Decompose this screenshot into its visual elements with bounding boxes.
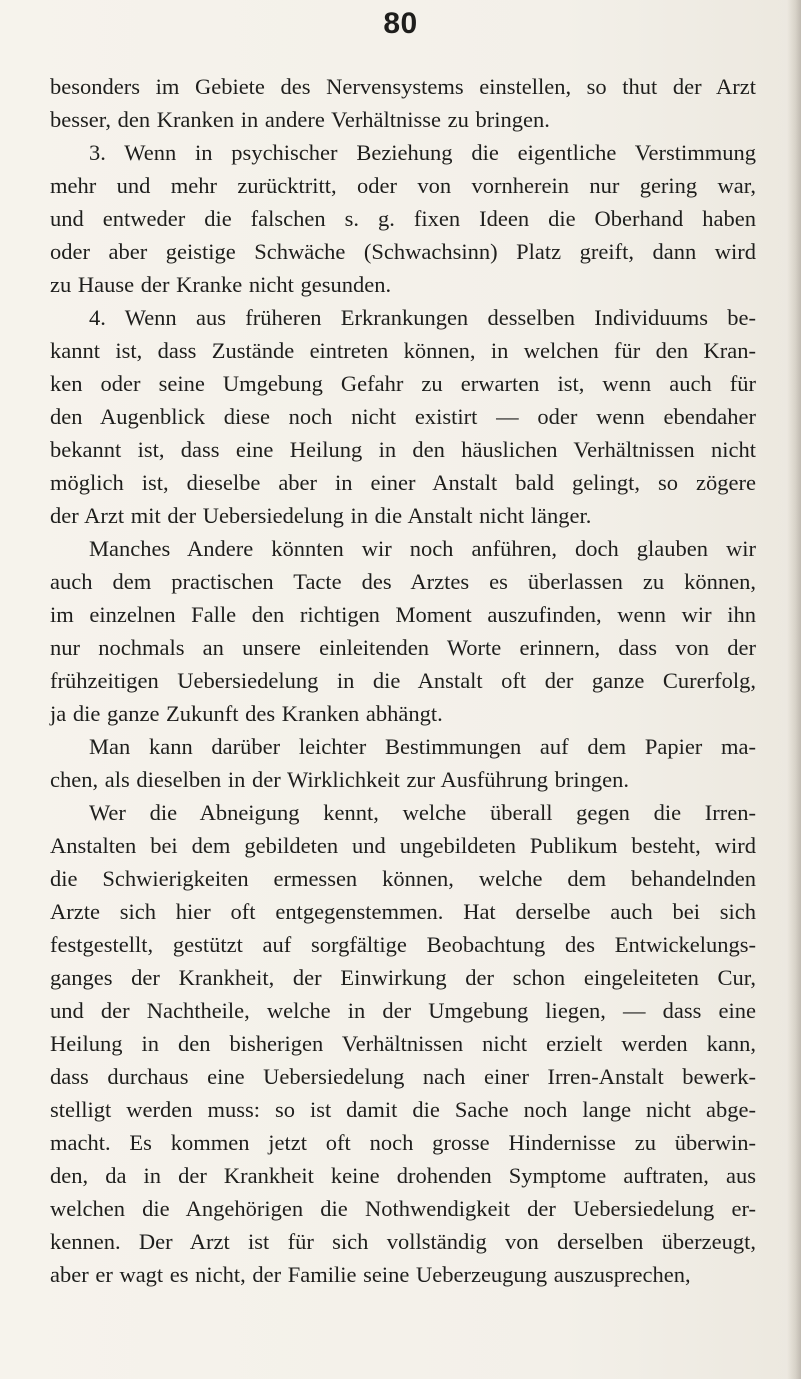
text-line: auch dem practischen Tacte des Arztes es überlassen zu können, [50, 569, 756, 594]
text-line: ganges der Krankheit, der Einwirkung der schon eingeleiteten Cur, [50, 965, 756, 990]
text-line: Anstalten bei dem gebildeten und ungebildeten Publikum besteht, wird [50, 833, 756, 858]
paragraph [50, 301, 756, 532]
text-line: mehr und mehr zurücktritt, oder von vornherein nur gering war, [50, 173, 756, 198]
body-text [50, 70, 756, 1291]
text-line: die Schwierigkeiten ermessen können, welche dem behandelnden [50, 866, 756, 891]
text-line: Manches Andere könnten wir noch anführen, doch glauben wir [89, 536, 756, 561]
text-line: welchen die Angehörigen die Nothwendigkeit der Uebersiedelung er- [50, 1196, 756, 1221]
text-line: kannt ist, dass Zustände eintreten können, in welchen für den Kran- [50, 338, 756, 363]
text-line: festgestellt, gestützt auf sorgfältige Beobachtung des Entwickelungs- [50, 932, 756, 957]
text-line: ja die ganze Zukunft des Kranken abhängt. [50, 701, 443, 726]
paragraph [50, 730, 756, 796]
text-line: 4. Wenn aus früheren Erkrankungen desselben Individuums be- [89, 305, 756, 330]
text-line: kennen. Der Arzt ist für sich vollständig von derselben überzeugt, [50, 1229, 756, 1254]
text-line: im einzelnen Falle den richtigen Moment auszufinden, wenn wir ihn [50, 602, 756, 627]
text-line: macht. Es kommen jetzt oft noch grosse Hindernisse zu überwin- [50, 1130, 756, 1155]
text-line: 3. Wenn in psychischer Beziehung die eigentliche Verstimmung [89, 140, 756, 165]
text-line: zu Hause der Kranke nicht gesunden. [50, 272, 392, 297]
text-line: aber er wagt es nicht, der Familie seine Ueberzeugung auszusprechen, [50, 1262, 691, 1287]
text-line: und entweder die falschen s. g. fixen Ideen die Oberhand haben [50, 206, 756, 231]
paragraph [50, 532, 756, 730]
text-line: möglich ist, dieselbe aber in einer Anstalt bald gelingt, so zögere [50, 470, 756, 495]
text-line: nur nochmals an unsere einleitenden Worte erinnern, dass von der [50, 635, 756, 660]
text-line: chen, als dieselben in der Wirklichkeit zur Ausführung bringen. [50, 767, 630, 792]
text-line: dass durchaus eine Uebersiedelung nach einer Irren-Anstalt bewerk- [50, 1064, 756, 1089]
text-line: Heilung in den bisherigen Verhältnissen nicht erzielt werden kann, [50, 1031, 756, 1056]
text-line: oder aber geistige Schwäche (Schwachsinn) Platz greift, dann wird [50, 239, 756, 264]
text-line: besser, den Kranken in andere Verhältnisse zu bringen. [50, 107, 550, 132]
text-line: ken oder seine Umgebung Gefahr zu erwarten ist, wenn auch für [50, 371, 756, 396]
paragraph [50, 796, 756, 1291]
text-line: Arzte sich hier oft entgegenstemmen. Hat derselbe auch bei sich [50, 899, 756, 924]
text-line: bekannt ist, dass eine Heilung in den häuslichen Verhältnissen nicht [50, 437, 756, 462]
text-line: der Arzt mit der Uebersiedelung in die Anstalt nicht länger. [50, 503, 592, 528]
text-line: Man kann darüber leichter Bestimmungen auf dem Papier ma- [89, 734, 756, 759]
text-line: den Augenblick diese noch nicht existirt — oder wenn ebendaher [50, 404, 756, 429]
text-line: den, da in der Krankheit keine drohenden Symptome auftraten, aus [50, 1163, 756, 1188]
paragraph [50, 70, 756, 136]
text-line: besonders im Gebiete des Nervensystems einstellen, so thut der Arzt [50, 74, 756, 99]
text-line: Wer die Abneigung kennt, welche überall gegen die Irren- [89, 800, 756, 825]
page-edge-shadow [787, 0, 801, 1379]
text-line: stelligt werden muss: so ist damit die Sache noch lange nicht abge- [50, 1097, 756, 1122]
page-number: 80 [383, 7, 418, 40]
paragraph [50, 136, 756, 301]
text-line: und der Nachtheile, welche in der Umgebung liegen, — dass eine [50, 998, 756, 1023]
text-line: frühzeitigen Uebersiedelung in die Anstalt oft der ganze Curerfolg, [50, 668, 756, 693]
